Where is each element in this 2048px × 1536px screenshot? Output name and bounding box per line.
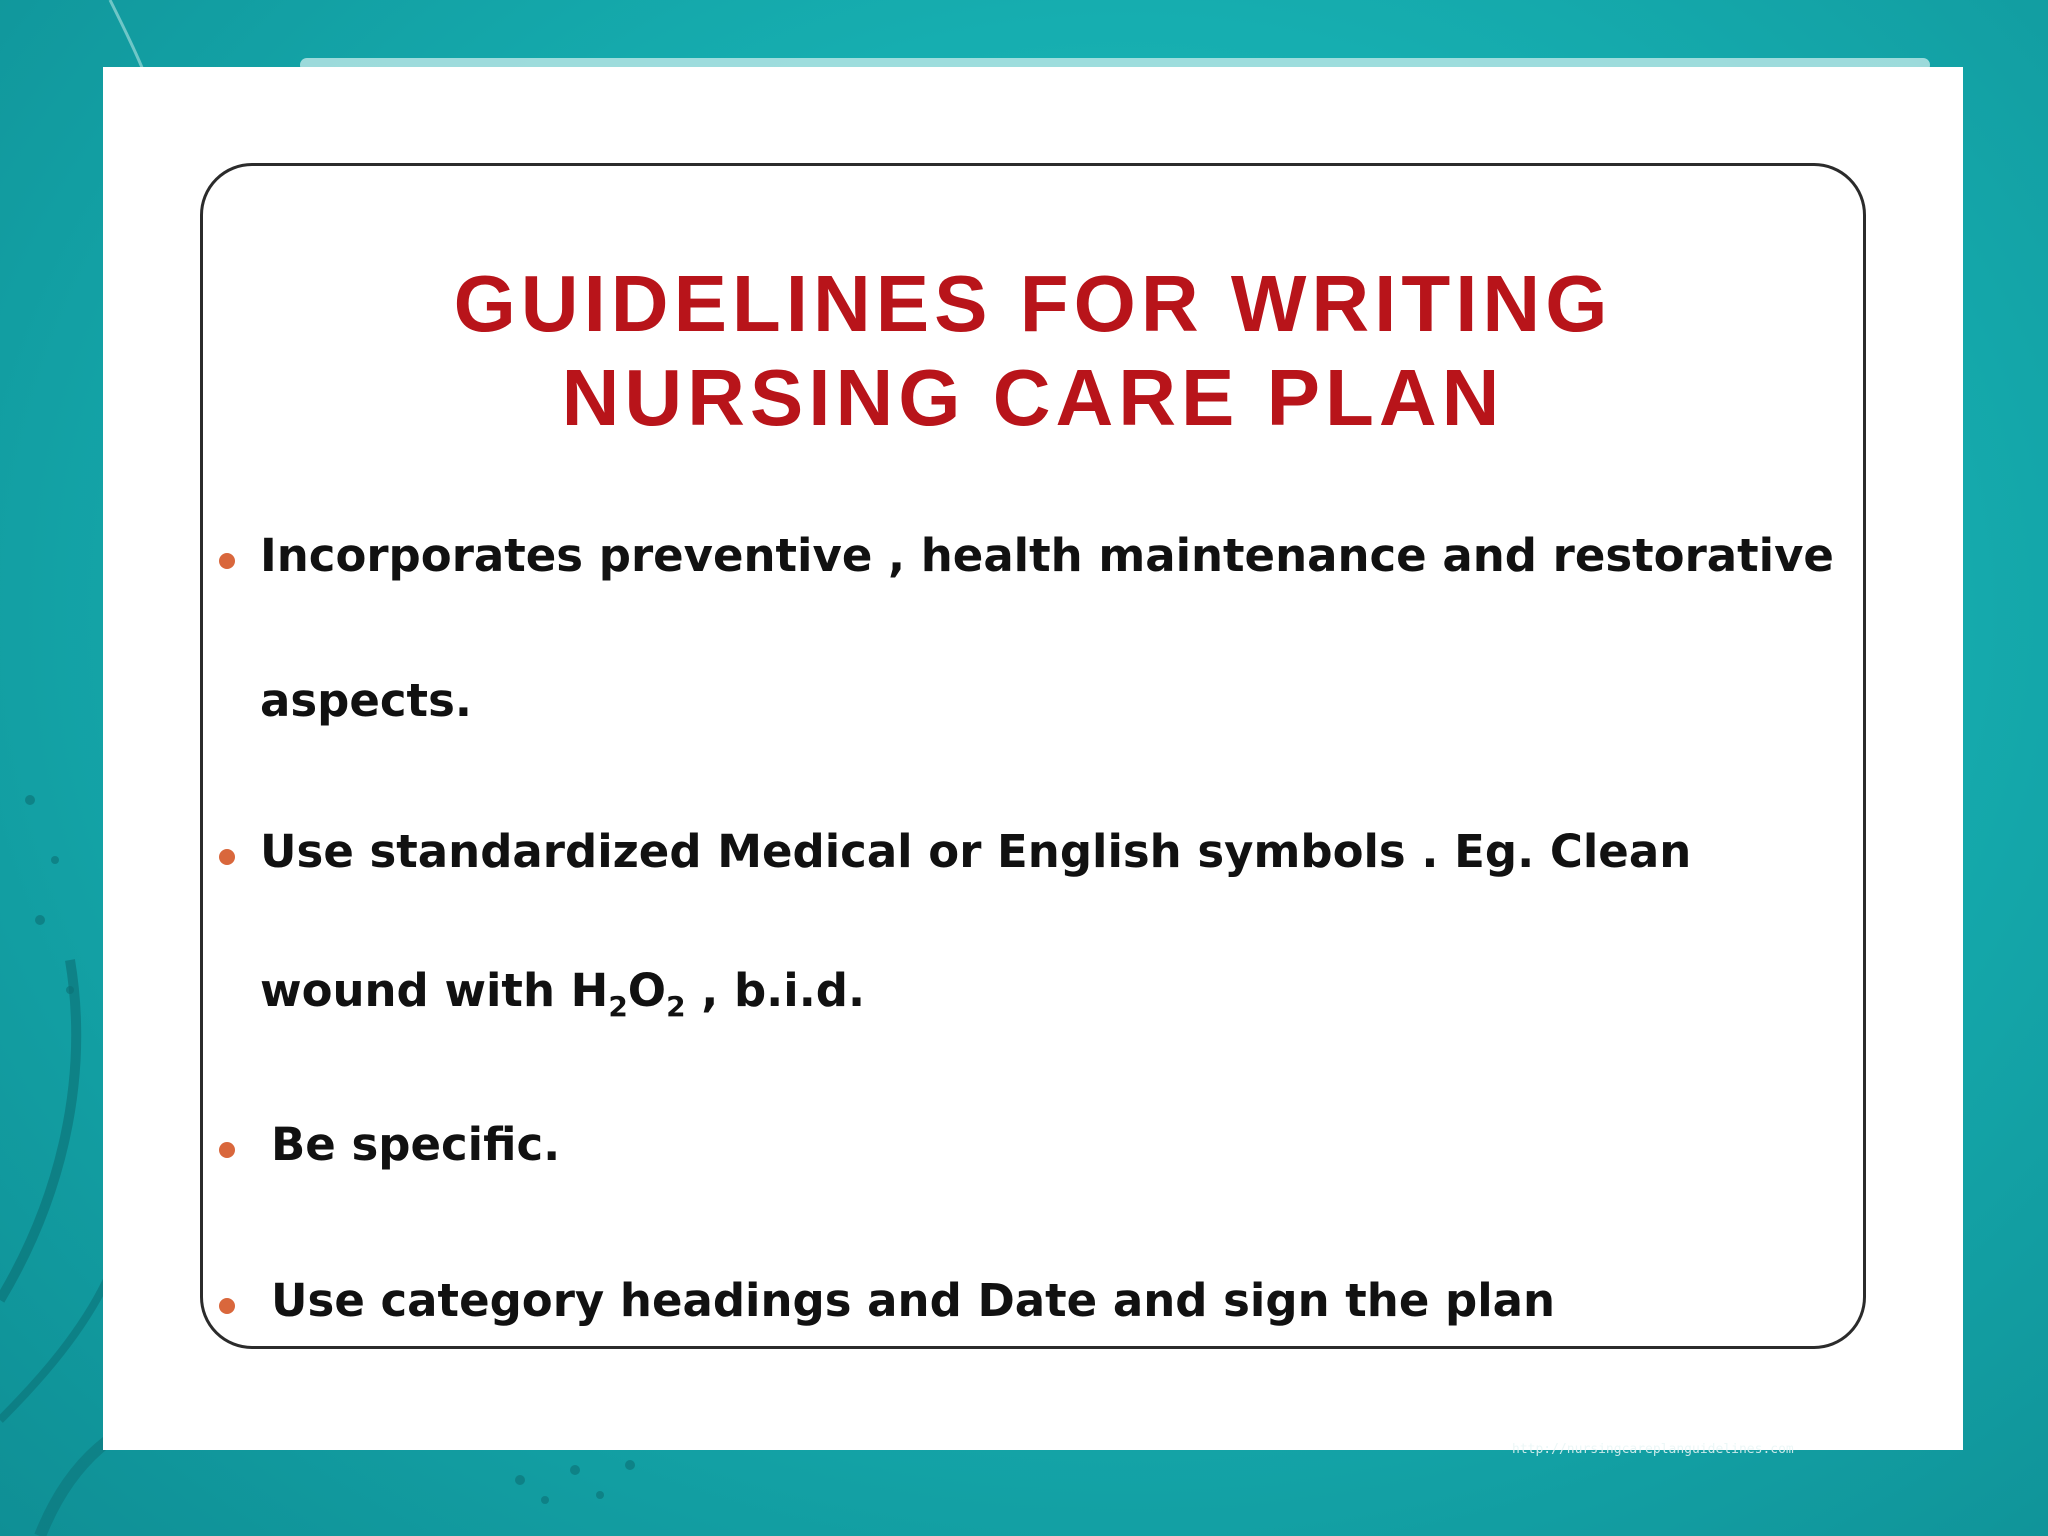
title-line-1: GUIDELINES FOR WRITING	[453, 259, 1613, 348]
bullet-1-line-2: aspects.	[260, 674, 472, 727]
bullet-3-line-1: Be specific.	[271, 1118, 561, 1171]
footer-url: http://nursingcareplanguidelines.com	[1512, 1442, 1794, 1457]
title-line-2: NURSING CARE PLAN	[561, 353, 1505, 442]
bullet-4-line-1: Use category headings and Date and sign the plan	[271, 1274, 1556, 1327]
bullet-marker-icon	[219, 1142, 235, 1158]
bullet-marker-icon	[219, 553, 235, 569]
bullet-list	[103, 67, 1963, 1450]
subscript: 2	[608, 990, 628, 1023]
subscript: 2	[666, 990, 686, 1023]
bullet-marker-icon	[219, 849, 235, 865]
bullet-1-line-1: Incorporates preventive , health maintenance and restorative	[260, 529, 1834, 582]
bullet-2-text-prefix: wound with H	[260, 964, 609, 1017]
bullet-2-text-mid: O	[627, 964, 667, 1017]
bullet-2-line-2	[260, 964, 865, 1023]
slide-card	[103, 67, 1963, 1450]
bullet-2-line-1: Use standardized Medical or English symbols . Eg. Clean	[260, 825, 1692, 878]
bullet-2-text-suffix: , b.i.d.	[685, 964, 866, 1017]
bullet-marker-icon	[219, 1298, 235, 1314]
